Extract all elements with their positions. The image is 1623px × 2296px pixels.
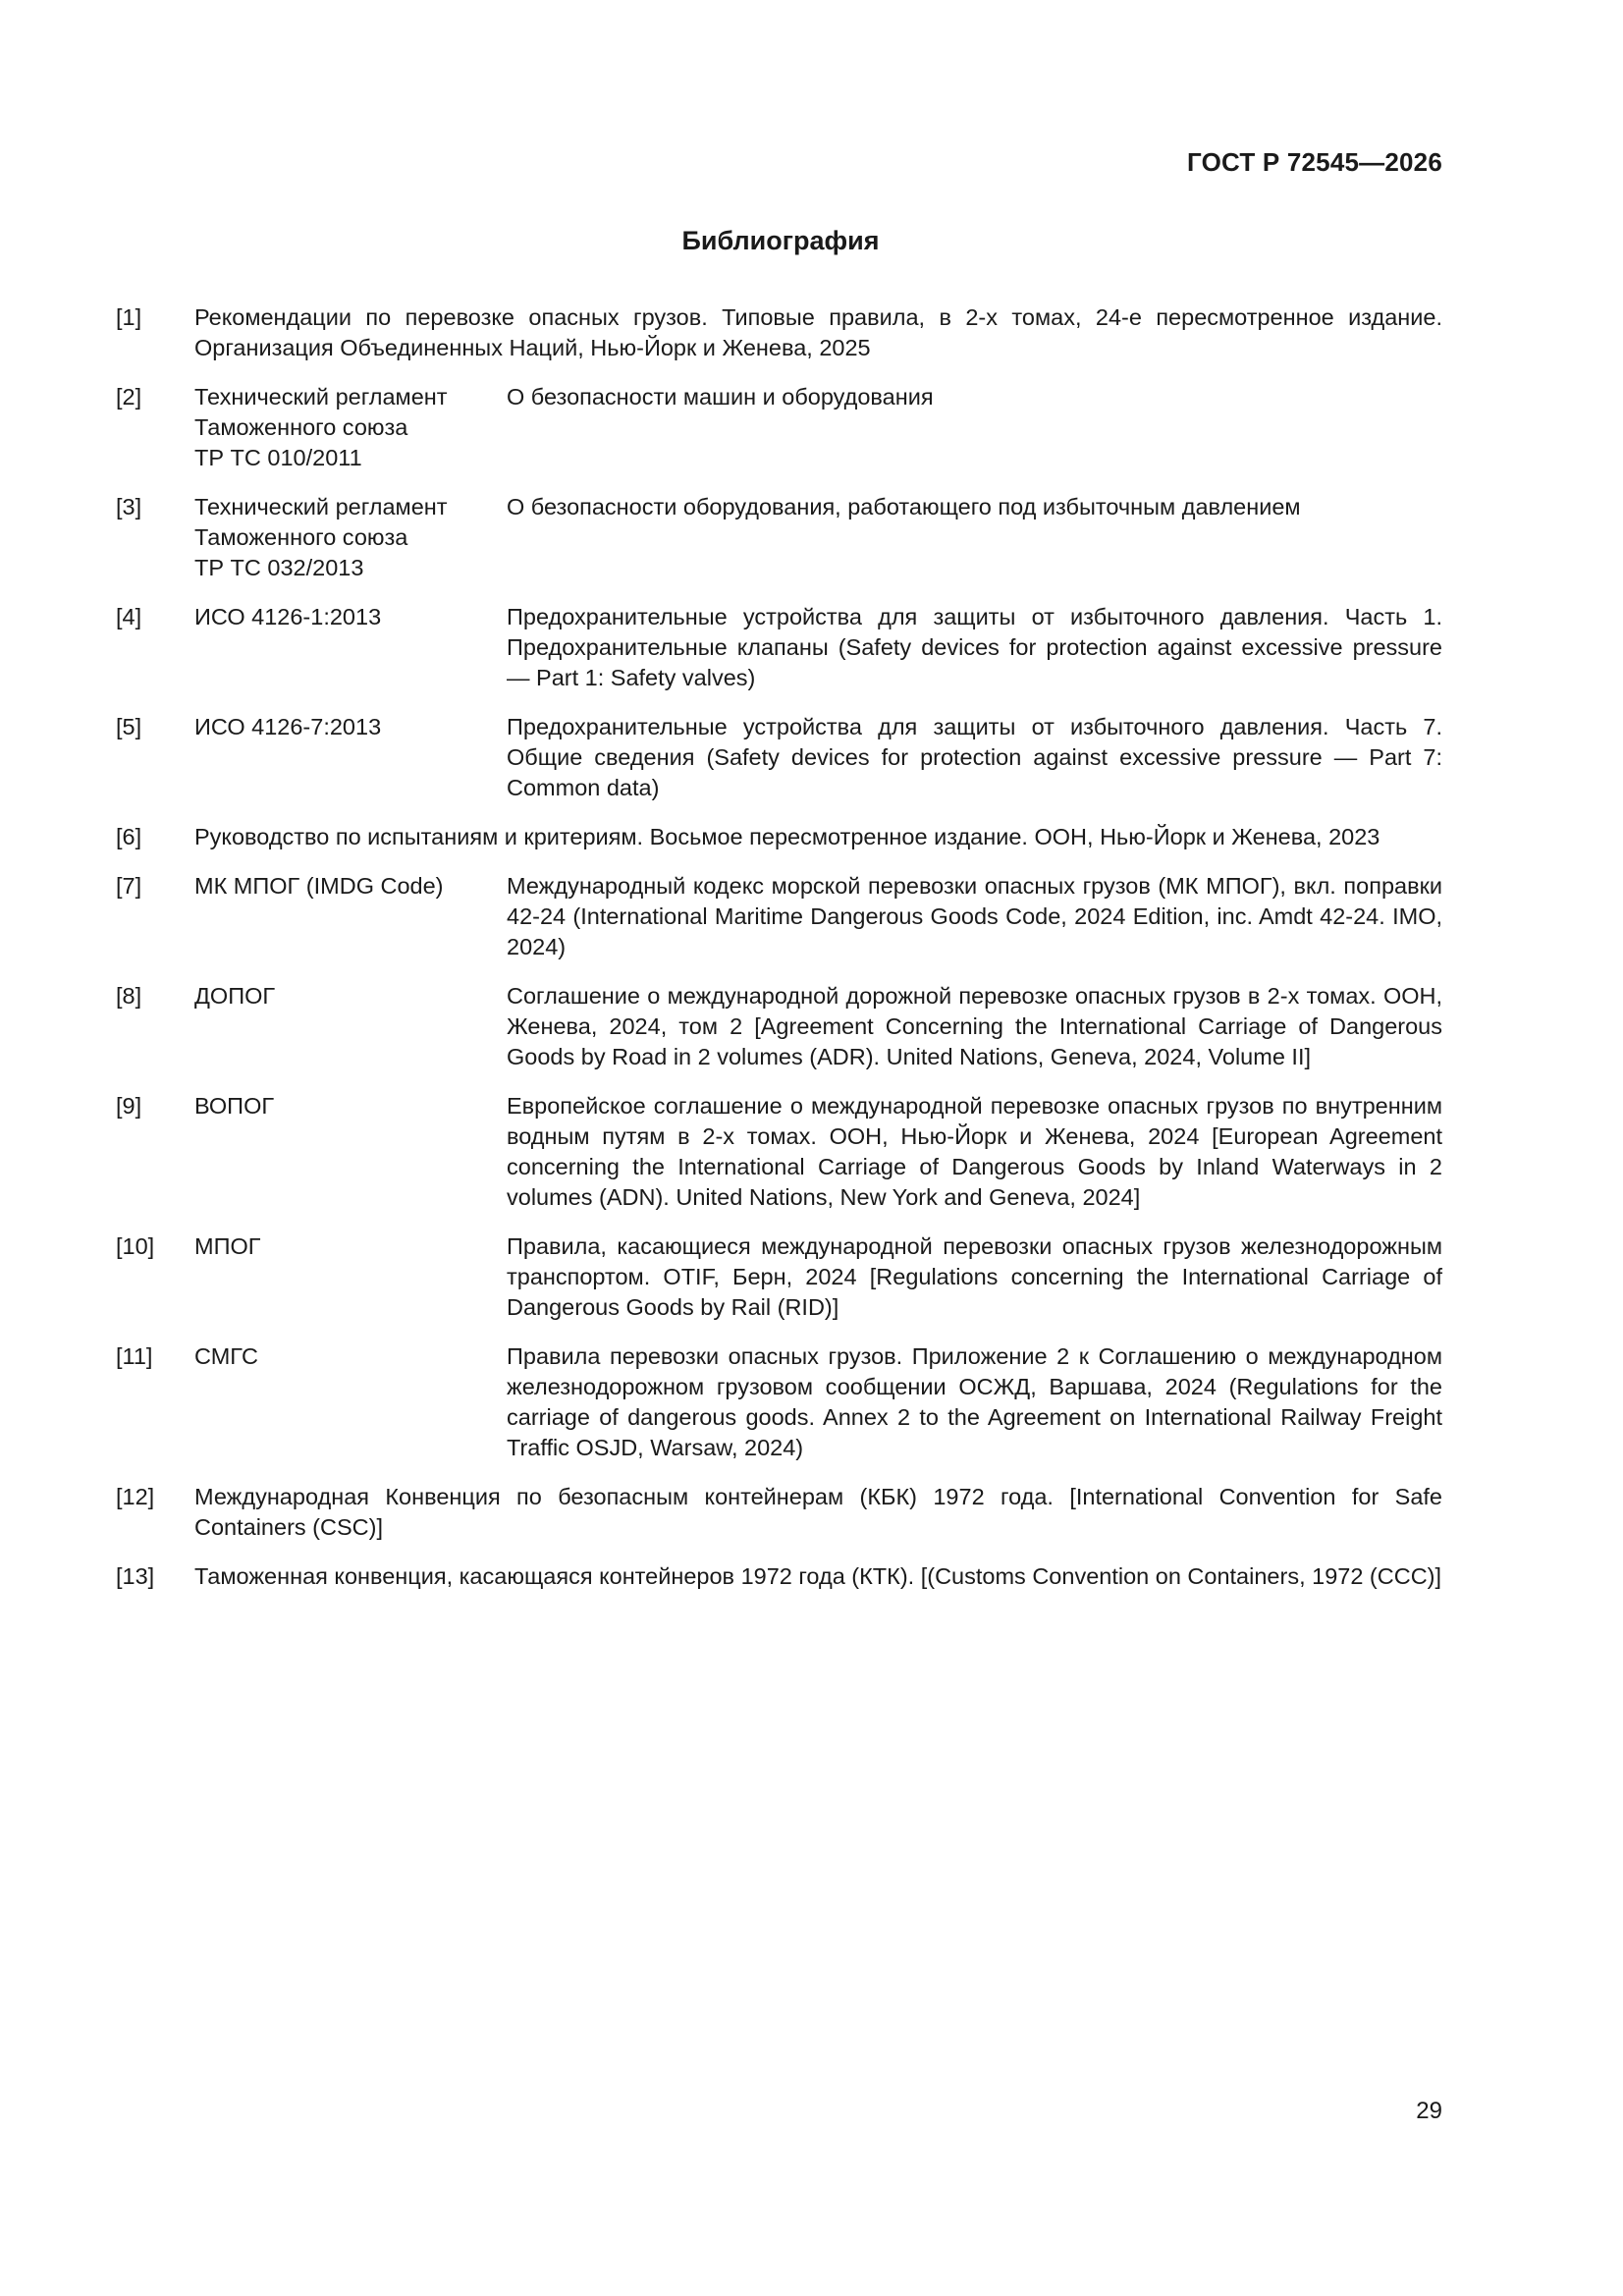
entry-reference: МПОГ: [194, 1233, 261, 1259]
entry-text: Таможенная конвенция, касающаяся контейнеров 1972 года (КТК). [(Customs Convention on Containers, 1972 (CCC)]: [194, 1563, 1442, 1589]
entry-reference: МК МПОГ (IMDG Code): [194, 873, 444, 899]
entry-description: Предохранительные устройства для защиты от избыточного давления. Часть 1. Предохранительные клапаны (Safety devices for protection against excessive pressure — Part 1: Safety valves): [507, 604, 1442, 690]
entry-description: Европейское соглашение о международной перевозке опасных грузов по внутренним водным путям в 2-х томах. ООН, Нью-Йорк и Женева, 2024 [European Agreement concerning the International Carriage of Dangerous Goods by Inland Waterways in 2 volumes (ADN). United Nations, New York and Geneva, 2024]: [507, 1093, 1442, 1210]
bibliography-entry: [116, 1482, 1442, 1543]
entry-reference: Технический регламент Таможенного союза ТР ТС 032/2013: [194, 494, 448, 580]
entry-reference: ДОПОГ: [194, 983, 276, 1009]
entry-description: О безопасности машин и оборудования: [507, 384, 934, 410]
entry-reference: ВОПОГ: [194, 1093, 275, 1119]
entry-description: Соглашение о международной дорожной перевозке опасных грузов в 2-х томах. ООН, Женева, 2024, том 2 [Agreement Concerning the International Carriage of Dangerous Goods by Road in 2 volumes (ADR). United Nations, Geneva, 2024, Volume II]: [507, 983, 1442, 1069]
entry-number: [13]: [116, 1563, 155, 1589]
page-number: 29: [1416, 2098, 1442, 2124]
bibliography-entry: [116, 302, 1442, 363]
entry-text: Международная Конвенция по безопасным контейнерам (КБК) 1972 года. [International Convention for Safe Containers (CSC)]: [194, 1484, 1442, 1540]
entry-number: [2]: [116, 384, 142, 410]
entry-description: О безопасности оборудования, работающего под избыточным давлением: [507, 494, 1301, 519]
entry-description: Предохранительные устройства для защиты от избыточного давления. Часть 7. Общие сведения (Safety devices for protection against excessive pressure — Part 7: Common data): [507, 714, 1442, 800]
entry-number: [7]: [116, 873, 142, 899]
entry-reference: ИСО 4126-1:2013: [194, 604, 382, 629]
entry-text: Руководство по испытаниям и критериям. Восьмое пересмотренное издание. ООН, Нью-Йорк и Женева, 2023: [194, 824, 1380, 849]
bibliography-entry: [116, 1091, 1442, 1213]
entry-number: [4]: [116, 604, 142, 629]
bibliography-entry: [116, 1231, 1442, 1323]
entry-number: [12]: [116, 1484, 155, 1509]
entry-reference: Технический регламент Таможенного союза ТР ТС 010/2011: [194, 384, 448, 470]
bibliography-entry: [116, 871, 1442, 962]
bibliography-entry: [116, 492, 1442, 583]
entry-number: [9]: [116, 1093, 142, 1119]
document-code: ГОСТ Р 72545—2026: [1187, 147, 1442, 177]
entry-reference: ИСО 4126-7:2013: [194, 714, 382, 739]
entry-description: Правила, касающиеся международной перевозки опасных грузов железнодорожным транспортом. OTIF, Берн, 2024 [Regulations concerning the International Carriage of Dangerous Goods by Rail (RID)]: [507, 1233, 1442, 1320]
bibliography-entry: [116, 1561, 1442, 1592]
entry-description: Правила перевозки опасных грузов. Приложение 2 к Соглашению о международном железнодорожном грузовом сообщении ОСЖД, Варшава, 2024 (Regulations for the carriage of dangerous goods. Annex 2 to the Agreement on International Railway Freight Traffic OSJD, Warsaw, 2024): [507, 1343, 1442, 1460]
entry-number: [6]: [116, 824, 142, 849]
entry-number: [3]: [116, 494, 142, 519]
bibliography-entry: [116, 712, 1442, 803]
bibliography-entry: [116, 822, 1442, 852]
entry-number: [11]: [116, 1343, 153, 1369]
entry-description: Международный кодекс морской перевозки опасных грузов (МК МПОГ), вкл. поправки 42-24 (International Maritime Dangerous Goods Code, 2024 Edition, inc. Amdt 42-24. IMO, 2024): [507, 873, 1442, 959]
bibliography-list: [116, 302, 1442, 1611]
entry-number: [1]: [116, 304, 142, 330]
bibliography-entry: [116, 602, 1442, 693]
entry-number: [5]: [116, 714, 142, 739]
entry-reference: СМГС: [194, 1343, 258, 1369]
bibliography-entry: [116, 1341, 1442, 1463]
bibliography-entry: [116, 382, 1442, 473]
entry-number: [8]: [116, 983, 142, 1009]
entry-number: [10]: [116, 1233, 155, 1259]
section-title: Библиография: [681, 226, 880, 255]
entry-text: Рекомендации по перевозке опасных грузов. Типовые правила, в 2-х томах, 24-е пересмотренное издание. Организация Объединенных Наций, Нью-Йорк и Женева, 2025: [194, 304, 1442, 360]
bibliography-entry: [116, 981, 1442, 1072]
